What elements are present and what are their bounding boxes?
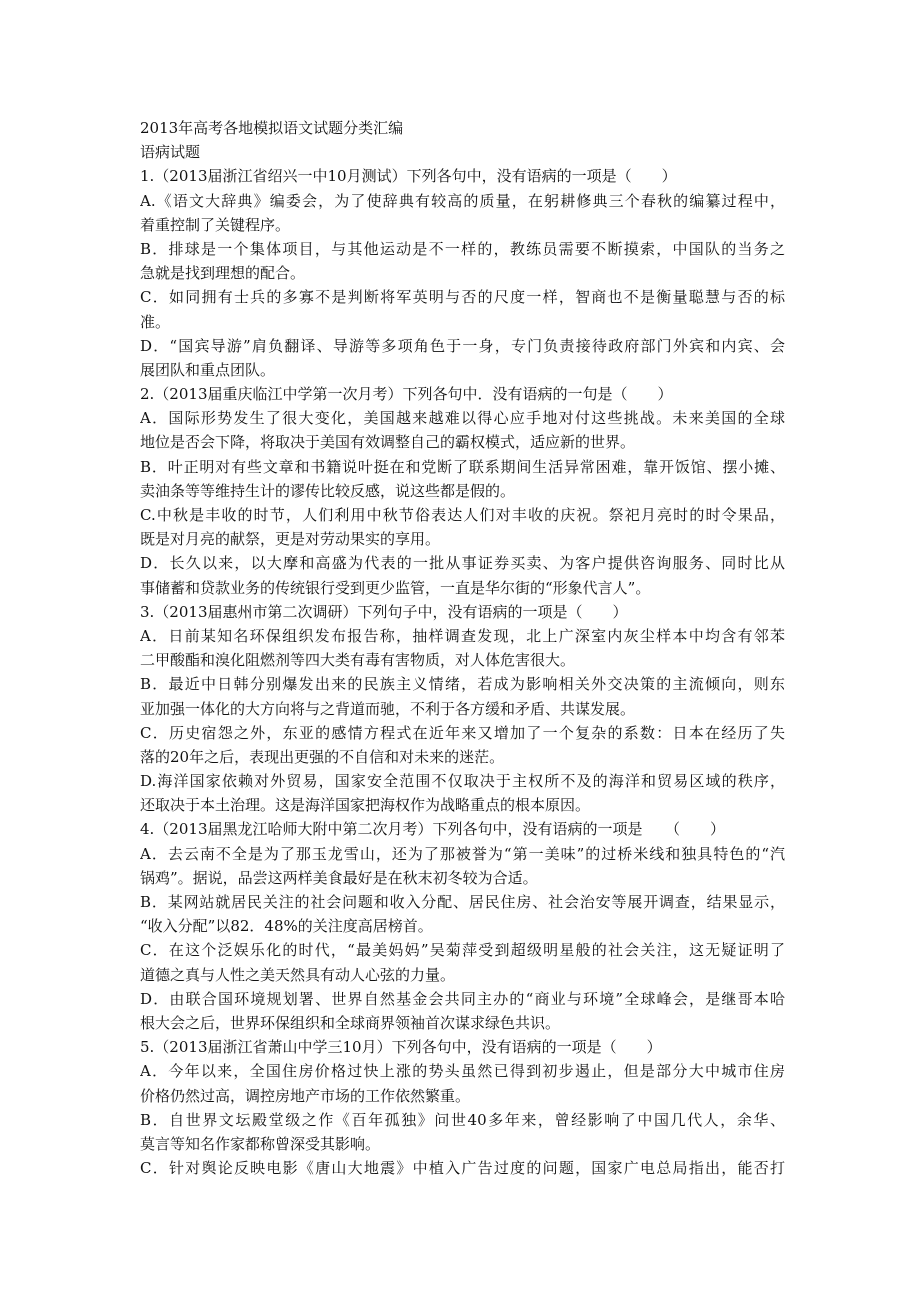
document-page bbox=[140, 116, 785, 1180]
question-2-option-c-line-2: 既是对月亮的献祭，更是对劳动果实的享用。 bbox=[140, 530, 441, 549]
question-4-stem: 4.（2013届黑龙江哈师大附中第二次月考）下列各句中，没有语病的一项是 （ ） bbox=[140, 820, 725, 839]
question-1-option-a-line-1: A.《语文大辞典》编委会，为了使辞典有较高的质量，在躬耕修典三个春秋的编纂过程中， bbox=[140, 191, 785, 210]
question-4-option-b-line-1: B．某网站就居民关注的社会问题和收入分配、居民住房、社会治安等展开调查，结果显示， bbox=[140, 893, 785, 911]
question-5-option-b-line-2: 莫言等知名作家都称曾深受其影响。 bbox=[140, 1134, 381, 1153]
question-1-option-c-line-2: 准。 bbox=[140, 312, 171, 331]
question-4-option-a-line-1: A．去云南不全是为了那玉龙雪山，还为了那被誉为“第一美味”的过桥米线和独具特色的“汽 bbox=[140, 844, 785, 863]
question-2-option-b-line-1: B．叶正明对有些文章和书籍说叶挺在和党断了联系期间生活异常困难，靠开饭馆、摆小摊、 bbox=[140, 457, 785, 476]
question-1-option-d-line-1: D．“国宾导游”肩负翻译、导游等多项角色于一身，专门负责接待政府部门外宾和内宾、会 bbox=[140, 336, 785, 355]
question-2-option-d-line-2: 事储蓄和贷款业务的传统银行受到更少监管，一直是华尔街的“形象代言人”。 bbox=[140, 578, 651, 597]
question-1-option-a-line-2: 着重控制了关键程序。 bbox=[140, 215, 291, 234]
question-3-option-a-line-2: 二甲酸酯和溴化阻燃剂等四大类有毒有害物质，对人体危害很大。 bbox=[140, 651, 576, 670]
question-3-stem: 3.（2013届惠州市第二次调研）下列句子中，没有语病的一项是（ ） bbox=[140, 602, 628, 621]
question-5-stem: 5.（2013届浙江省萧山中学三10月）下列各句中，没有语病的一项是（ ） bbox=[140, 1038, 662, 1057]
question-1-option-d-line-2: 展团队和重点团队。 bbox=[140, 360, 276, 379]
question-1-option-c-line-1: C．如同拥有士兵的多寡不是判断将军英明与否的尺度一样，智商也不是衡量聪慧与否的标 bbox=[140, 288, 785, 307]
question-5-option-a-line-2: 价格仍然过高，调控房地产市场的工作依然繁重。 bbox=[140, 1086, 471, 1105]
question-1-option-b-line-1: B．排球是一个集体项目，与其他运动是不一样的，教练员需要不断摸索，中国队的当务之 bbox=[140, 239, 785, 258]
question-3-option-b-line-2: 亚加强一体化的大方向将与之背道而驰，不利于各方缓和矛盾、共谋发展。 bbox=[140, 699, 636, 718]
question-3-option-c-line-1: C．历史宿怨之外，东亚的感情方程式在近年来又增加了一个复杂的系数：日本在经历了失 bbox=[140, 723, 785, 742]
question-2-option-a-line-1: A．国际形势发生了很大变化，美国越来越难以得心应手地对付这些挑战。未来美国的全球 bbox=[140, 409, 785, 428]
question-4-option-a-line-2: 锅鸡”。据说，品尝这两样美食最好是在秋末初冬较为合适。 bbox=[140, 868, 538, 887]
question-2-option-d-line-1: D．长久以来，以大摩和高盛为代表的一批从事证券买卖、为客户提供咨询服务、同时比从 bbox=[140, 554, 785, 573]
question-4-option-d-line-1: D．由联合国环境规划署、世界自然基金会共同主办的“商业与环境”全球峰会，是继哥本哈 bbox=[140, 989, 785, 1008]
question-4-option-b-line-2: “收入分配”以82．48%的关注度高居榜首。 bbox=[140, 917, 433, 936]
question-3-option-b-line-1: B．最近中日韩分别爆发出来的民族主义情绪，若成为影响相关外交决策的主流倾向，则东 bbox=[140, 675, 785, 694]
question-1-stem: 1.（2013届浙江省绍兴一中10月测试）下列各句中，没有语病的一项是（ ） bbox=[140, 167, 677, 186]
question-2-option-c-line-1: C.中秋是丰收的时节，人们利用中秋节俗表达人们对丰收的庆祝。祭祀月亮时的时令果品， bbox=[140, 506, 785, 524]
question-3-option-d-line-2: 还取决于本土治理。这是海洋国家把海权作为战略重点的根本原因。 bbox=[140, 796, 591, 815]
question-3-option-a-line-1: A．日前某知名环保组织发布报告称，抽样调查发现，北上广深室内灰尘样本中均含有邻苯 bbox=[140, 626, 785, 645]
document-title: 2013年高考各地模拟语文试题分类汇编 bbox=[140, 119, 404, 137]
question-3-option-d-line-1: D.海洋国家依赖对外贸易，国家安全范围不仅取决于主权所不及的海洋和贸易区域的秩序， bbox=[140, 772, 785, 791]
question-4-option-c-line-2: 道德之真与人性之美天然具有动人心弦的力量。 bbox=[140, 965, 456, 984]
document-subtitle: 语病试题 bbox=[140, 143, 201, 162]
question-1-option-b-line-2: 急就是找到理想的配合。 bbox=[140, 264, 306, 283]
question-2-option-a-line-2: 地位是否会下降，将取决于美国有效调整自己的霸权模式，适应新的世界。 bbox=[140, 433, 636, 452]
question-4-option-d-line-2: 根大会之后，世界环保组织和全球商界领袖首次谋求绿色共识。 bbox=[140, 1013, 561, 1032]
question-5-option-a-line-1: A．今年以来，全国住房价格过快上涨的势头虽然已得到初步遏止，但是部分大中城市住房 bbox=[140, 1062, 785, 1081]
question-3-option-c-line-2: 落的20年之后，表现出更强的不自信和对未来的迷茫。 bbox=[140, 747, 505, 766]
question-2-stem: 2.（2013届重庆临江中学第一次月考）下列各句中．没有语病的一句是（ ） bbox=[140, 385, 673, 404]
question-5-option-b-line-1: B．自世界文坛殿堂级之作《百年孤独》问世40多年来，曾经影响了中国几代人，余华、 bbox=[140, 1110, 785, 1129]
question-2-option-b-line-2: 卖油条等等维持生计的谬传比较反感，说这些都是假的。 bbox=[140, 481, 516, 500]
question-5-option-c-line-1: C．针对舆论反映电影《唐山大地震》中植入广告过度的问题，国家广电总局指出，能否打 bbox=[140, 1159, 785, 1178]
question-4-option-c-line-1: C．在这个泛娱乐化的时代，“最美妈妈”吴菊萍受到超级明星般的社会关注，这无疑证明了 bbox=[140, 941, 785, 960]
